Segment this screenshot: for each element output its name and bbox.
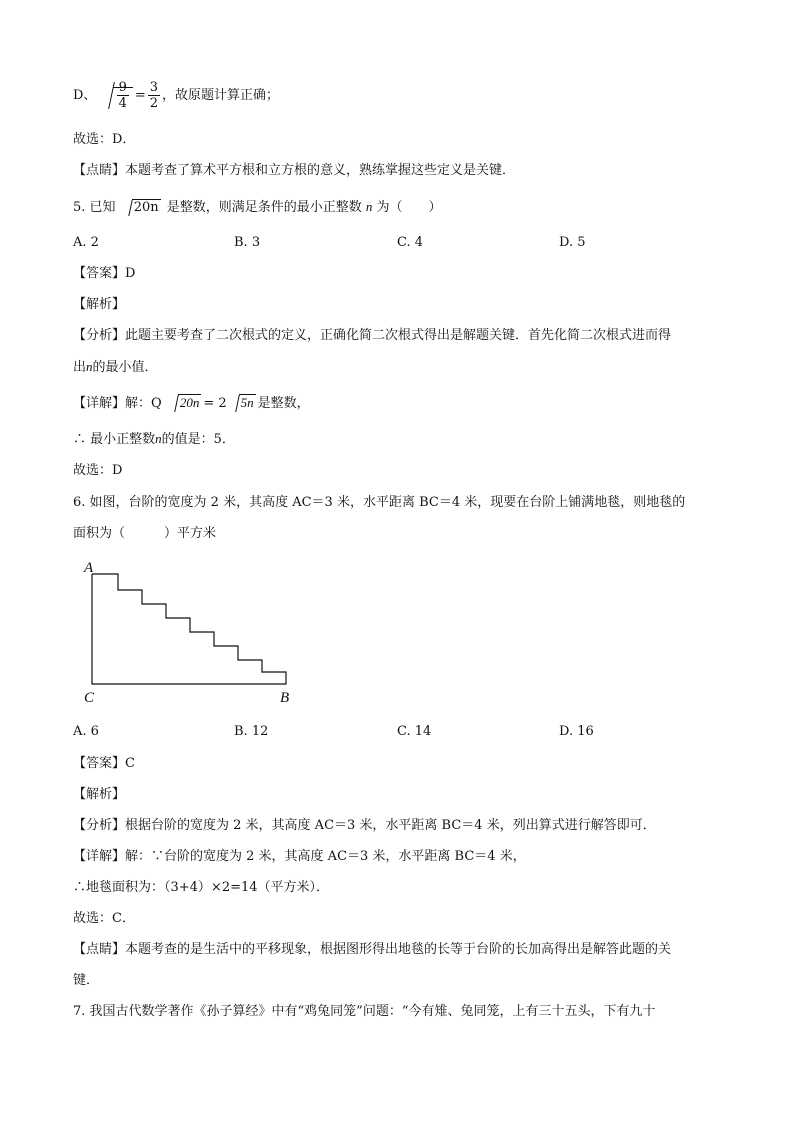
- q5-choice-b: B. 3: [234, 235, 261, 250]
- staircase-figure: [80, 556, 320, 706]
- q6-detail: 【详解】解：∵台阶的宽度为 2 米，其高度 AC＝3 米，水平距离 BC＝4 米，: [73, 849, 526, 864]
- q6-tip-1: 【点睛】本题考查的是生活中的平移现象，根据图形得出地毯的长等于台阶的长加高得出是解答此题的关: [73, 942, 672, 957]
- q7-stem: 7. 我国古代数学著作《孙子算经》中有“鸡兔同笼”问题：“今有雉、兔同笼，上有三十五头，下有九十: [73, 1004, 656, 1019]
- q5-choice-d: D. 5: [559, 235, 586, 250]
- q5-analysis-1: 【分析】此题主要考查了二次根式的定义，正确化简二次根式得出是解题关键．首先化简二次根式进而得: [73, 328, 672, 343]
- q6-stem-2: 面积为（ ）平方米: [73, 526, 217, 541]
- q4-tip: 【点睛】本题考查了算术平方根和立方根的意义，熟练掌握这些定义是关键．: [73, 163, 516, 178]
- q6-tip-2: 键．: [73, 973, 100, 988]
- q6-calc: ∴地毯面积为：（3+4）×2=14（平方米）．: [73, 880, 330, 895]
- staircase-outline: [92, 574, 286, 684]
- q6-choice-b: B. 12: [234, 724, 269, 739]
- q5-therefore: ∴ 最小正整数n的值是：5．: [73, 431, 235, 447]
- q5-choice-c: C. 4: [397, 235, 424, 250]
- q6-choice-c: C. 14: [397, 724, 432, 739]
- q6-answer: 【答案】C: [73, 756, 135, 771]
- q6-choose: 故选：C．: [73, 911, 135, 926]
- q6-analysis: 【分析】根据台阶的宽度为 2 米，其高度 AC＝3 米，水平距离 BC＝4 米，列出算式进行解答即可．: [73, 818, 656, 833]
- q5-detail: 【详解】解：Q 20n = 2 5n 是整数，: [73, 393, 310, 414]
- q6-jiexi: 【解析】: [73, 787, 126, 802]
- q5-choice-a: A. 2: [73, 235, 99, 250]
- q6-stem-1: 6. 如图，台阶的宽度为 2 米，其高度 AC＝3 米，水平距离 BC＝4 米，现要在台阶上铺满地毯，则地毯的: [73, 495, 686, 510]
- fraction-three-halves: $\frac{3}{2}$: [149, 80, 159, 111]
- label-b: B: [280, 690, 290, 706]
- label-c: C: [84, 690, 95, 706]
- q5-analysis-2: 出n的最小值．: [73, 359, 158, 375]
- sqrt-fraction: $\frac{9}{4}$: [103, 80, 133, 111]
- label-a: A: [84, 560, 94, 576]
- q5-stem: 5. 已知 20n 是整数，则满足条件的最小正整数 n 为（ ）: [73, 197, 442, 218]
- q4-choose: 故选：D．: [73, 132, 136, 147]
- q6-choice-d: D. 16: [559, 724, 594, 739]
- q6-choice-a: A. 6: [73, 724, 99, 739]
- q5-jiexi: 【解析】: [73, 297, 126, 312]
- sqrt-20n: 20n: [122, 198, 161, 218]
- option-d-conclusion: D、 $\frac{9}{4}$ = $\frac{3}{2}$ ，故原题计算正确；: [73, 80, 280, 111]
- q5-choose: 故选：D: [73, 463, 123, 478]
- q5-answer: 【答案】D: [73, 266, 136, 281]
